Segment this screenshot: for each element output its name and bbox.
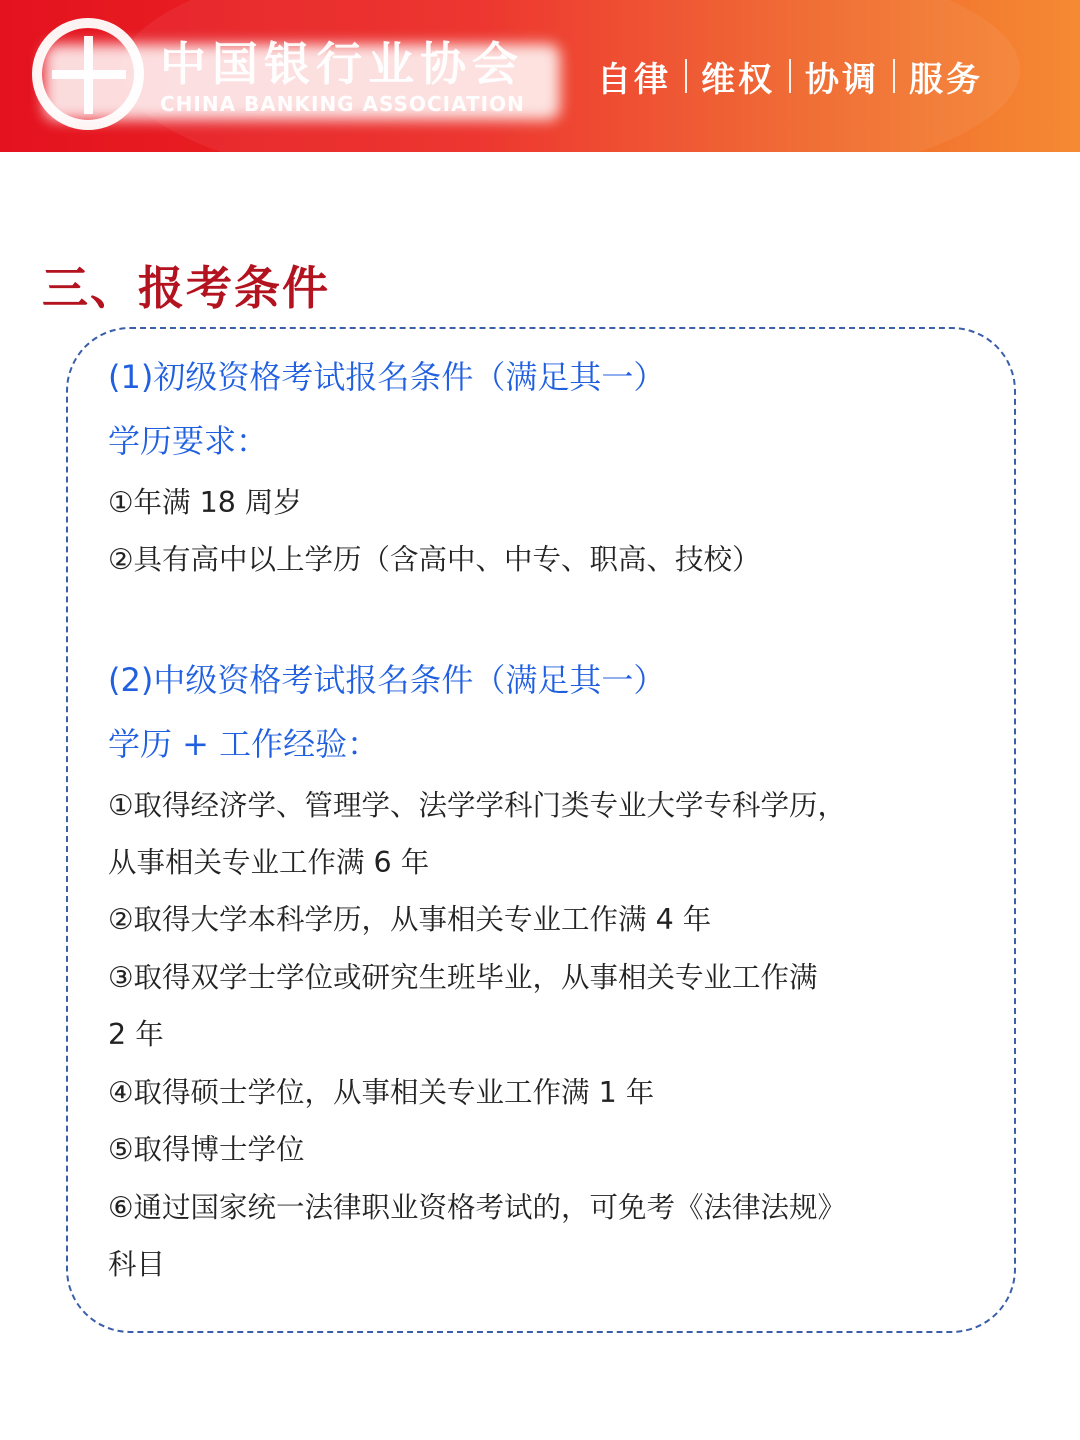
intermediate-line: ③取得双学士学位或研究生班毕业，从事相关专业工作满 bbox=[108, 961, 818, 994]
slogan-item: 自律 bbox=[597, 59, 671, 100]
intermediate-line: ⑥通过国家统一法律职业资格考试的，可免考《法律法规》 bbox=[108, 1191, 847, 1224]
intermediate-line: 从事相关专业工作满 6 年 bbox=[108, 846, 430, 879]
junior-item: ②具有高中以上学历（含高中、中专、职高、技校） bbox=[108, 543, 761, 576]
slogan-divider bbox=[893, 59, 895, 93]
junior-subtitle: 学历要求： bbox=[108, 422, 269, 460]
junior-title: (1)初级资格考试报名条件（满足其一） bbox=[108, 358, 666, 396]
intermediate-line: 科目 bbox=[108, 1248, 166, 1281]
intermediate-line: ①取得经济学、管理学、法学学科门类专业大学专科学历， bbox=[108, 789, 847, 822]
slogan-item: 协调 bbox=[805, 59, 879, 100]
junior-item: ①年满 18 周岁 bbox=[108, 486, 302, 519]
requirements-card bbox=[66, 327, 1016, 1333]
intermediate-title: (2)中级资格考试报名条件（满足其一） bbox=[108, 661, 666, 699]
slogan bbox=[597, 54, 983, 98]
section-title: 三、报考条件 bbox=[42, 261, 330, 315]
blurred-org-name bbox=[44, 44, 560, 120]
intermediate-line: ②取得大学本科学历，从事相关专业工作满 4 年 bbox=[108, 903, 712, 936]
slogan-item: 服务 bbox=[909, 59, 983, 100]
intermediate-line: ⑤取得博士学位 bbox=[108, 1133, 305, 1166]
slogan-divider bbox=[789, 59, 791, 93]
slogan-item: 维权 bbox=[701, 59, 775, 100]
intermediate-subtitle: 学历 + 工作经验： bbox=[108, 725, 380, 763]
intermediate-line: 2 年 bbox=[108, 1018, 164, 1051]
slogan-divider bbox=[685, 59, 687, 93]
intermediate-line: ④取得硕士学位，从事相关专业工作满 1 年 bbox=[108, 1076, 655, 1109]
header-banner bbox=[0, 0, 1080, 152]
